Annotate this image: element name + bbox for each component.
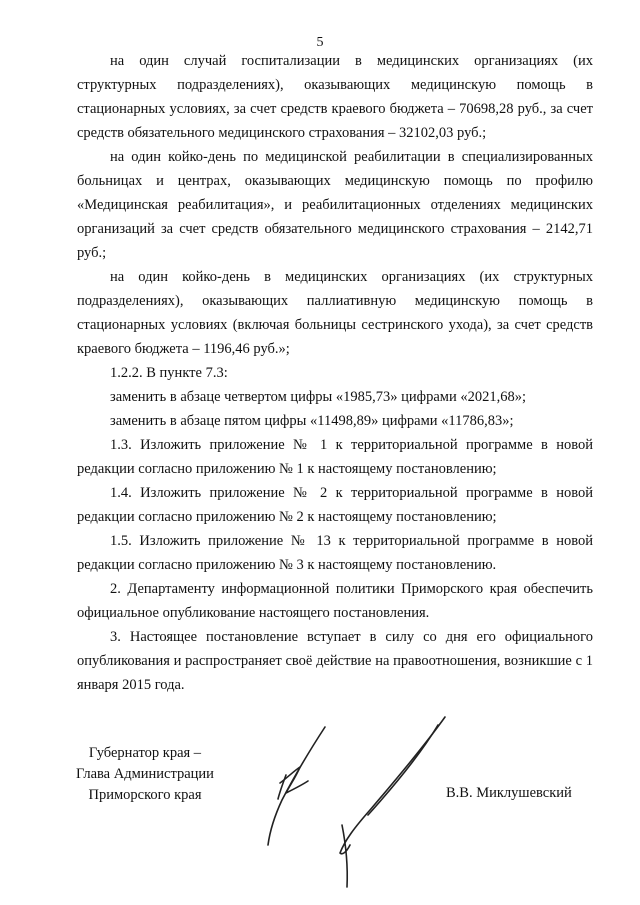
paragraph-clause-1-2-2: 1.2.2. В пункте 7.3: xyxy=(110,365,228,381)
paragraph-clause-1-3: 1.3. Изложить приложение № 1 к территориальной программе в новой редакции согласно приложению № 1 к настоящему постановлению; xyxy=(77,437,593,477)
paragraph-hospitalization-cost: на один случай госпитализации в медицинских организациях (их структурных подразделениях), оказывающих медицинскую помощь в стационарных условиях, за счет средств краевого бюджета – 70698,28 руб., за счет средств обязательного медицинского страхования – 32102,03 руб.; xyxy=(77,53,593,141)
paragraph-clause-3: 3. Настоящее постановление вступает в силу со дня его официального опубликования и распространяет своё действие на правоотношения, возникшие с 1 января 2015 года. xyxy=(77,629,593,693)
document-body xyxy=(77,49,593,697)
signatory-name: В.В. Миклушевский xyxy=(446,785,572,801)
paragraph-clause-2: 2. Департаменту информационной политики Приморского края обеспечить официальное опубликование настоящего постановления. xyxy=(77,581,593,621)
paragraph-rehabilitation-cost: на один койко-день по медицинской реабилитации в специализированных больницах и центрах, оказывающих медицинскую помощь по профилю «Медицинская реабилитация», и реабилитационных отделениях медицинских организаций за счет средств обязательного медицинского страхования – 2142,71 руб.; xyxy=(77,149,593,261)
signatory-title xyxy=(60,743,230,806)
paragraph-replace-fifth: заменить в абзаце пятом цифры «11498,89» цифрами «11786,83»; xyxy=(110,413,514,429)
paragraph-clause-1-4: 1.4. Изложить приложение № 2 к территориальной программе в новой редакции согласно приложению № 2 к настоящему постановлению; xyxy=(77,485,593,525)
signatory-title-line: Губернатор края – xyxy=(88,745,202,761)
paragraph-palliative-cost: на один койко-день в медицинских организациях (их структурных подразделениях), оказывающих паллиативную медицинскую помощь в стационарных условиях (включая больницы сестринского ухода), за счет средств краевого бюджета – 1196,46 руб.»; xyxy=(77,269,593,357)
page-number: 5 xyxy=(316,35,324,50)
paragraph-replace-fourth: заменить в абзаце четвертом цифры «1985,73» цифрами «2021,68»; xyxy=(110,389,526,405)
signatory-title-line: Приморского края xyxy=(88,787,202,803)
signatory-title-line: Глава Администрации xyxy=(76,766,214,782)
paragraph-clause-1-5: 1.5. Изложить приложение № 13 к территориальной программе в новой редакции согласно приложению № 3 к настоящему постановлению. xyxy=(77,533,593,573)
handwritten-signature xyxy=(250,705,450,895)
